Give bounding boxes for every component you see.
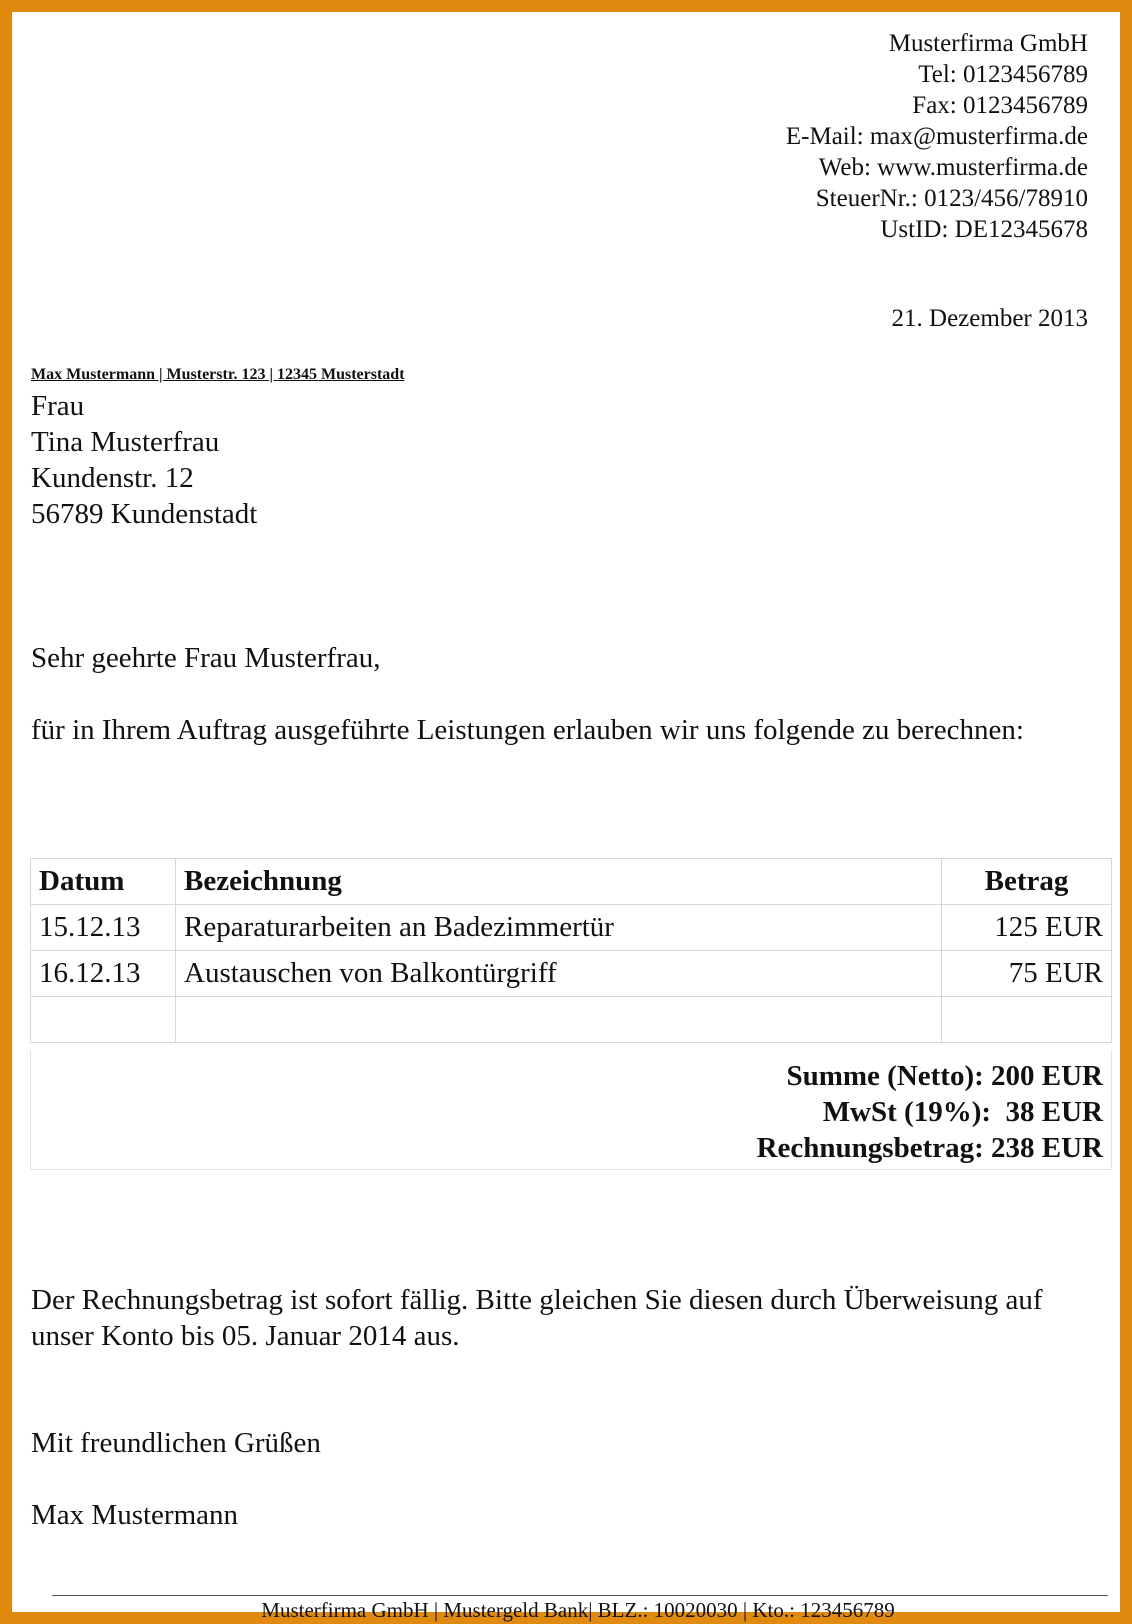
table-header-row <box>31 859 1112 905</box>
recipient-street: Kundenstr. 12 <box>31 462 194 494</box>
row-description: Austauschen von Balkontürgriff <box>176 951 942 997</box>
recipient-name: Tina Musterfrau <box>31 426 220 458</box>
sender-company: Musterfirma GmbH <box>888 30 1088 57</box>
table-row <box>31 951 1112 997</box>
sender-tax-number: SteuerNr.: 0123/456/78910 <box>815 185 1088 212</box>
header-amount: Betrag <box>942 859 1112 905</box>
sender-web: Web: www.musterfirma.de <box>818 154 1088 181</box>
row-amount: 75 EUR <box>942 951 1112 997</box>
footer-bank-details: Musterfirma GmbH | Mustergeld Bank| BLZ.: 10020030 | Kto.: 123456789 <box>261 1598 895 1622</box>
sender-fax: Fax: 0123456789 <box>912 92 1088 119</box>
table-row <box>31 905 1112 951</box>
row-date: 16.12.13 <box>31 951 176 997</box>
signature-name: Max Mustermann <box>31 1499 238 1531</box>
intro-text: für in Ihrem Auftrag ausgeführte Leistungen erlauben wir uns folgende zu berechnen: <box>31 714 1024 746</box>
recipient-city: 56789 Kundenstadt <box>31 498 258 530</box>
recipient-block <box>31 388 257 532</box>
row-description: Reparaturarbeiten an Badezimmertür <box>176 905 942 951</box>
sender-vat-id: UstID: DE12345678 <box>880 216 1088 243</box>
sender-tel: Tel: 0123456789 <box>918 61 1088 88</box>
summary-net: Summe (Netto): 200 EUR <box>786 1060 1103 1092</box>
row-amount: 125 EUR <box>942 905 1112 951</box>
table-row-empty <box>31 997 1112 1043</box>
sender-block <box>786 28 1088 245</box>
footer-divider <box>52 1595 1108 1596</box>
summary-vat: MwSt (19%): 38 EUR <box>822 1096 1103 1128</box>
row-description-empty <box>176 997 942 1043</box>
closing: Mit freundlichen Grüßen <box>31 1427 321 1459</box>
summary-block <box>30 1050 1112 1170</box>
return-address: Max Mustermann | Musterstr. 123 | 12345 Musterstadt <box>31 366 405 383</box>
row-amount-empty <box>942 997 1112 1043</box>
salutation: Sehr geehrte Frau Musterfrau, <box>31 642 381 674</box>
letter-date: 21. Dezember 2013 <box>891 305 1088 332</box>
sender-email: E-Mail: max@musterfirma.de <box>785 123 1088 150</box>
row-date: 15.12.13 <box>31 905 176 951</box>
invoice-table <box>30 858 1112 1043</box>
payment-note: Der Rechnungsbetrag ist sofort fällig. Bitte gleichen Sie diesen durch Überweisung auf unser Konto bis 05. Januar 2014 aus. <box>31 1284 1043 1352</box>
row-date-empty <box>31 997 176 1043</box>
header-date: Datum <box>31 859 176 905</box>
summary-total: Rechnungsbetrag: 238 EUR <box>756 1132 1103 1164</box>
header-description: Bezeichnung <box>176 859 942 905</box>
recipient-title: Frau <box>31 390 85 422</box>
